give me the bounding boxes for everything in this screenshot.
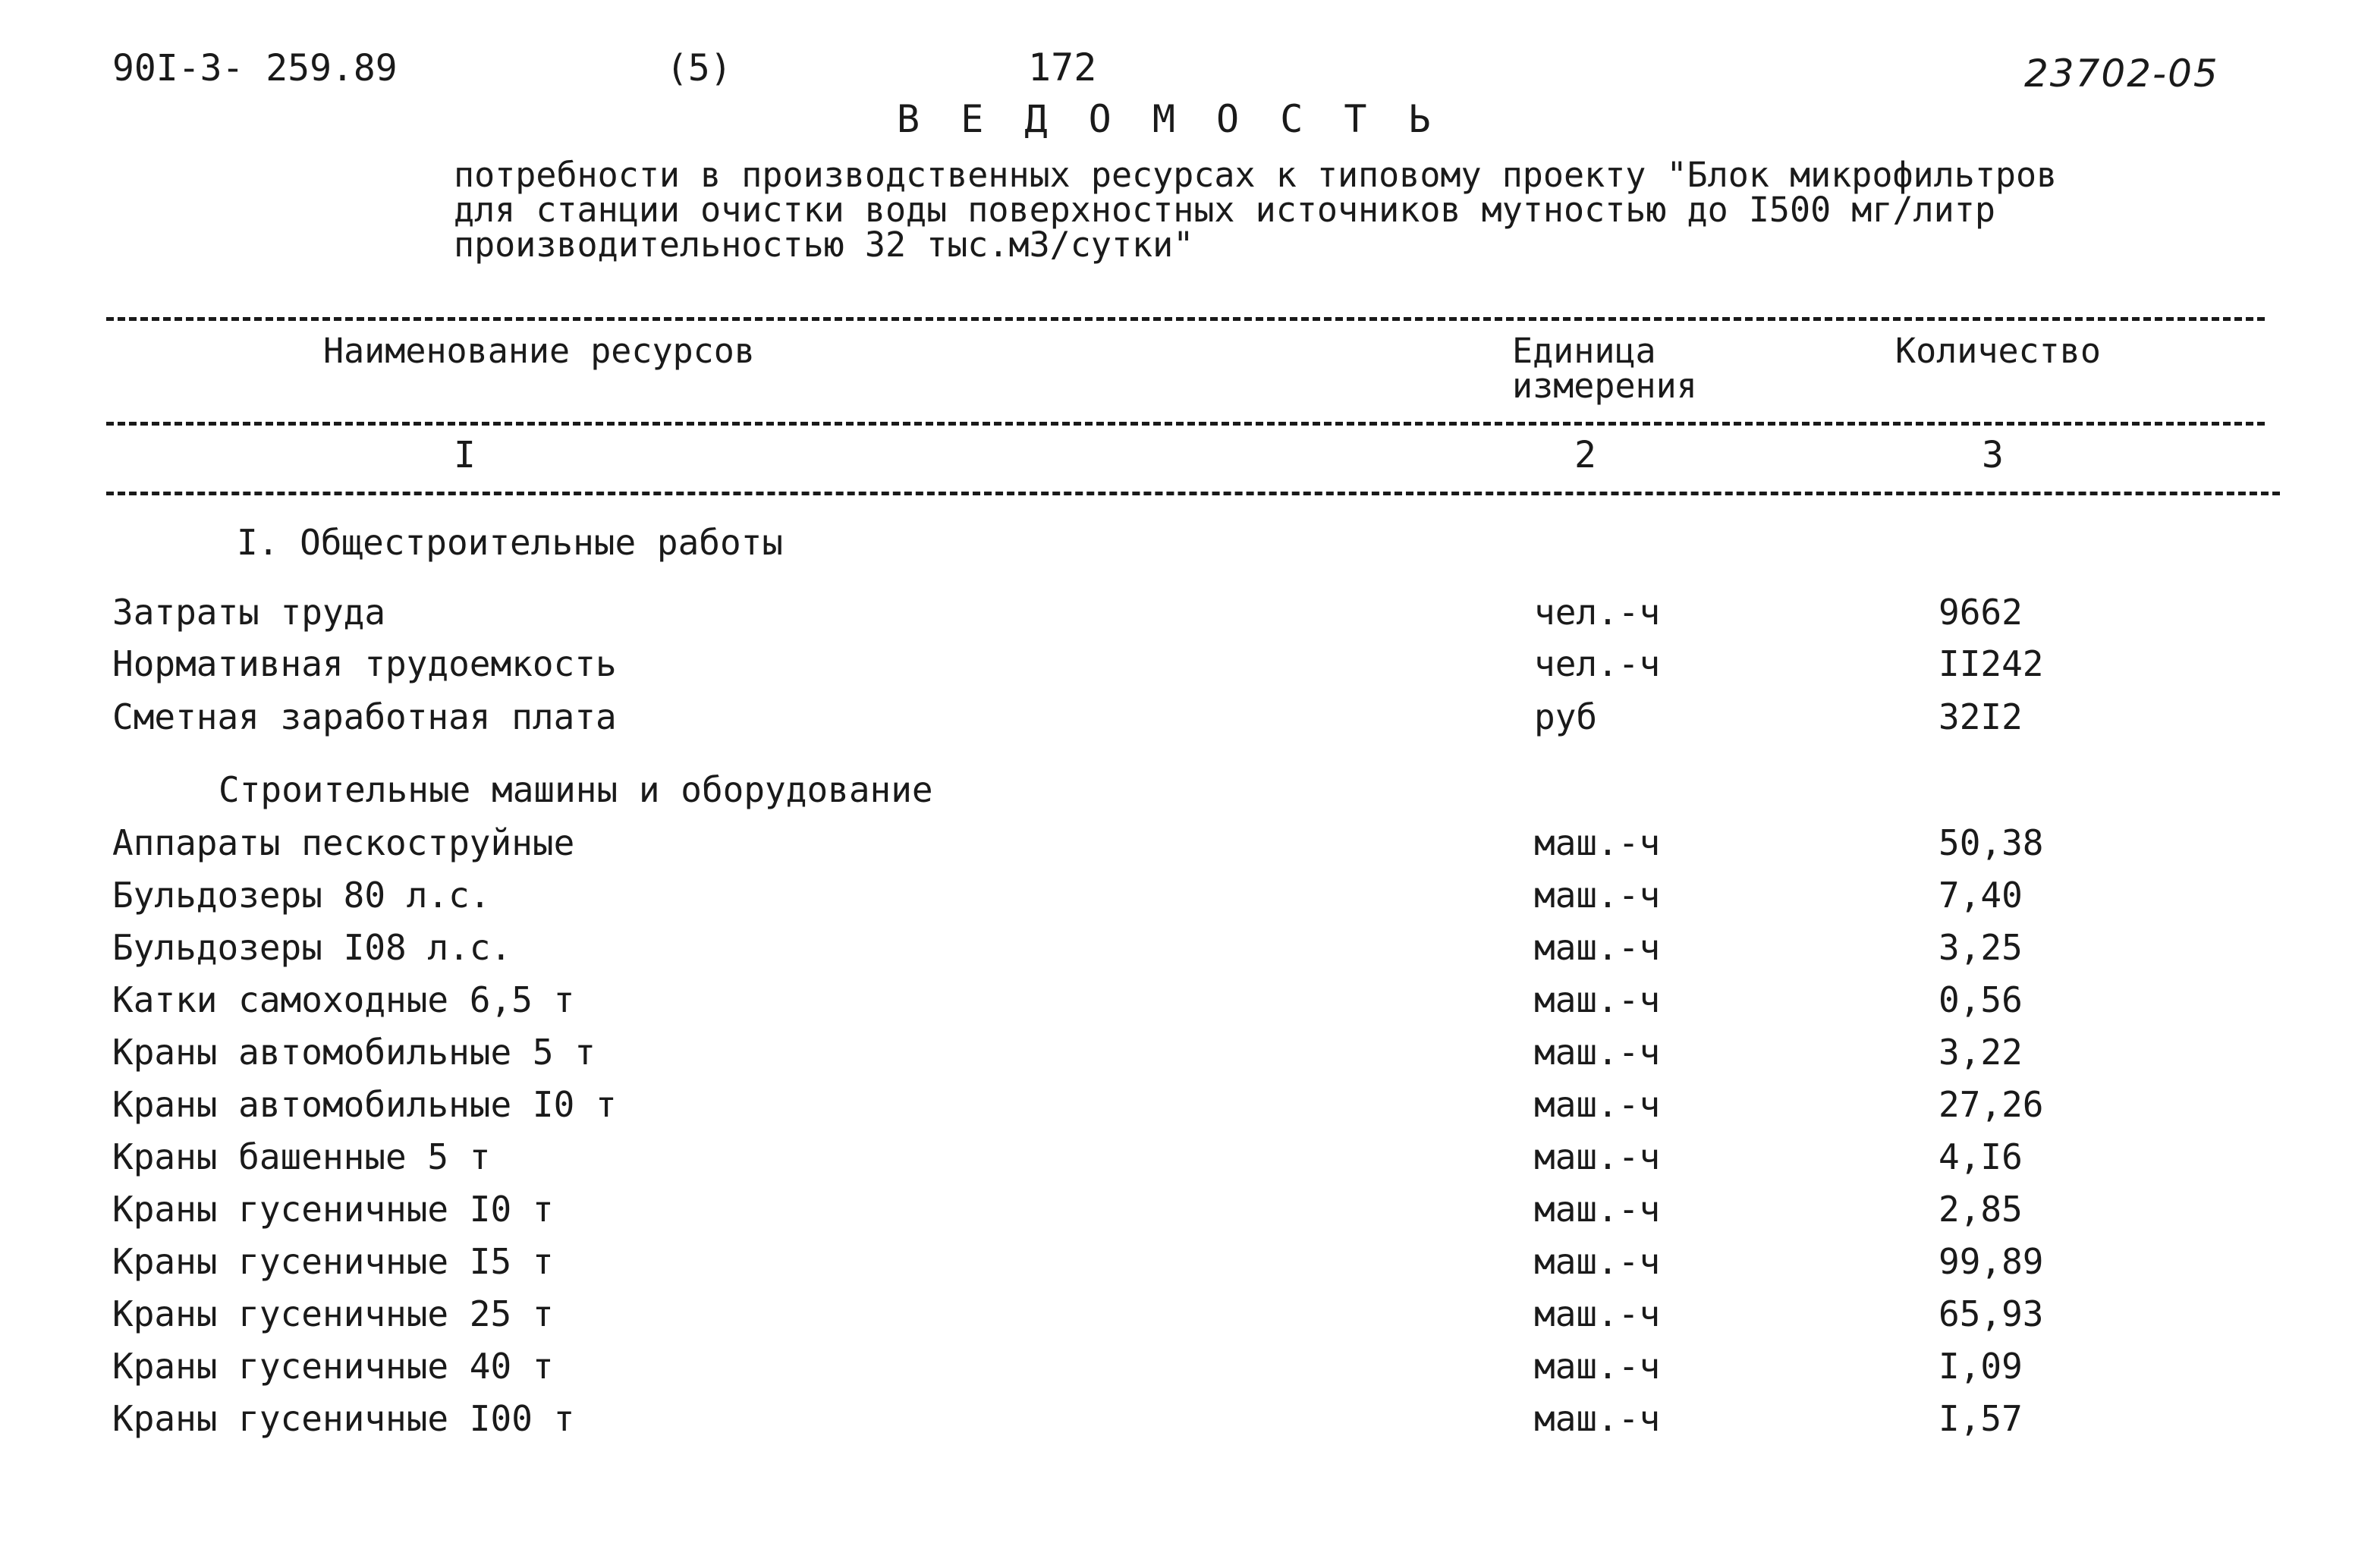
column-header-name: Наименование ресурсов bbox=[323, 331, 755, 371]
resource-unit: маш.-ч bbox=[1534, 1398, 1661, 1439]
resource-quantity: 9662 bbox=[1939, 592, 2023, 633]
resource-unit: маш.-ч bbox=[1534, 875, 1661, 916]
resource-name: Сметная заработная плата bbox=[112, 696, 617, 737]
page-number: 172 bbox=[1028, 46, 1097, 90]
table-row bbox=[0, 1189, 2374, 1234]
table-row bbox=[0, 1032, 2374, 1077]
resource-name: Нормативная трудоемкость bbox=[112, 643, 617, 684]
table-row bbox=[0, 1241, 2374, 1287]
subtitle-line: для станции очистки воды поверхностных источников мутностью до I500 мг/литр bbox=[454, 190, 1995, 230]
column-header-unit-line: измерения bbox=[1512, 366, 1697, 406]
column-number-unit: 2 bbox=[1574, 434, 1596, 476]
resource-name: Бульдозеры 80 л.с. bbox=[112, 875, 491, 916]
resource-quantity: 7,40 bbox=[1939, 875, 2023, 916]
resource-unit: маш.-ч bbox=[1534, 1189, 1661, 1230]
table-row bbox=[0, 1293, 2374, 1339]
column-header-quantity: Количество bbox=[1895, 331, 2101, 371]
table-row bbox=[0, 1136, 2374, 1182]
table-row bbox=[0, 979, 2374, 1025]
table-row bbox=[0, 643, 2374, 689]
resource-unit: маш.-ч bbox=[1534, 1241, 1661, 1282]
resource-quantity: I,09 bbox=[1939, 1346, 2023, 1387]
resource-name: Краны гусеничные I5 т bbox=[112, 1241, 554, 1282]
resource-quantity: 0,56 bbox=[1939, 979, 2023, 1020]
resource-name: Краны гусеничные I00 т bbox=[112, 1398, 575, 1439]
resource-unit: маш.-ч bbox=[1534, 1346, 1661, 1387]
resource-unit: маш.-ч bbox=[1534, 927, 1661, 968]
resource-name: Краны башенные 5 т bbox=[112, 1136, 491, 1177]
resource-quantity: 3,25 bbox=[1939, 927, 2023, 968]
resource-quantity: I,57 bbox=[1939, 1398, 2023, 1439]
table-numbers-rule bbox=[106, 492, 2280, 495]
resource-name: Аппараты пескоструйные bbox=[112, 822, 575, 863]
resource-name: Затраты труда bbox=[112, 592, 386, 633]
table-row bbox=[0, 927, 2374, 973]
resource-unit: руб bbox=[1534, 696, 1598, 737]
resource-name: Краны гусеничные 25 т bbox=[112, 1293, 554, 1334]
column-number-quantity: 3 bbox=[1982, 434, 2004, 476]
column-header-unit-line: Единица bbox=[1512, 331, 1656, 371]
resource-unit: чел.-ч bbox=[1534, 592, 1661, 633]
subsection-title: Строительные машины и оборудование bbox=[219, 769, 933, 810]
resource-quantity: 50,38 bbox=[1939, 822, 2044, 863]
resource-unit: маш.-ч bbox=[1534, 1032, 1661, 1073]
sheet-marker: (5) bbox=[666, 47, 732, 90]
resource-name: Краны автомобильные 5 т bbox=[112, 1032, 596, 1073]
document-code: 90I-3- 259.89 bbox=[112, 47, 398, 90]
document-title: В Е Д О М О С Т Ь bbox=[897, 97, 1440, 141]
resource-quantity: 3,22 bbox=[1939, 1032, 2023, 1073]
subtitle-line: потребности в производственных ресурсах к типовому проекту "Блок микрофильтров bbox=[454, 155, 2058, 195]
inventory-number: 23702-05 bbox=[2024, 52, 2219, 96]
document-subtitle bbox=[454, 155, 2199, 265]
column-number-name: I bbox=[454, 434, 476, 476]
resource-quantity: 27,26 bbox=[1939, 1084, 2044, 1125]
resource-quantity: 32I2 bbox=[1939, 696, 2023, 737]
section-title: I. Общестроительные работы bbox=[237, 522, 784, 563]
resource-quantity: 99,89 bbox=[1939, 1241, 2044, 1282]
resource-quantity: 4,I6 bbox=[1939, 1136, 2023, 1177]
resource-name: Бульдозеры I08 л.с. bbox=[112, 927, 512, 968]
resource-name: Краны автомобильные I0 т bbox=[112, 1084, 617, 1125]
column-header-unit bbox=[1512, 331, 1697, 406]
table-row bbox=[0, 1398, 2374, 1444]
resource-unit: маш.-ч bbox=[1534, 1136, 1661, 1177]
table-row bbox=[0, 822, 2374, 868]
resource-name: Краны гусеничные 40 т bbox=[112, 1346, 554, 1387]
resource-name: Краны гусеничные I0 т bbox=[112, 1189, 554, 1230]
table-row bbox=[0, 696, 2374, 742]
table-row bbox=[0, 1346, 2374, 1391]
resource-unit: маш.-ч bbox=[1534, 822, 1661, 863]
resource-quantity: 65,93 bbox=[1939, 1293, 2044, 1334]
table-header-rule bbox=[106, 422, 2265, 426]
resource-quantity: 2,85 bbox=[1939, 1189, 2023, 1230]
table-row bbox=[0, 875, 2374, 920]
subtitle-line: производительностью 32 тыс.м3/сутки" bbox=[454, 225, 1194, 265]
resource-unit: маш.-ч bbox=[1534, 1293, 1661, 1334]
resource-quantity: II242 bbox=[1939, 643, 2044, 684]
table-row bbox=[0, 1084, 2374, 1130]
resource-unit: чел.-ч bbox=[1534, 643, 1661, 684]
table-top-rule bbox=[106, 317, 2265, 321]
resource-name: Катки самоходные 6,5 т bbox=[112, 979, 575, 1020]
resource-unit: маш.-ч bbox=[1534, 1084, 1661, 1125]
resource-unit: маш.-ч bbox=[1534, 979, 1661, 1020]
table-row bbox=[0, 592, 2374, 637]
